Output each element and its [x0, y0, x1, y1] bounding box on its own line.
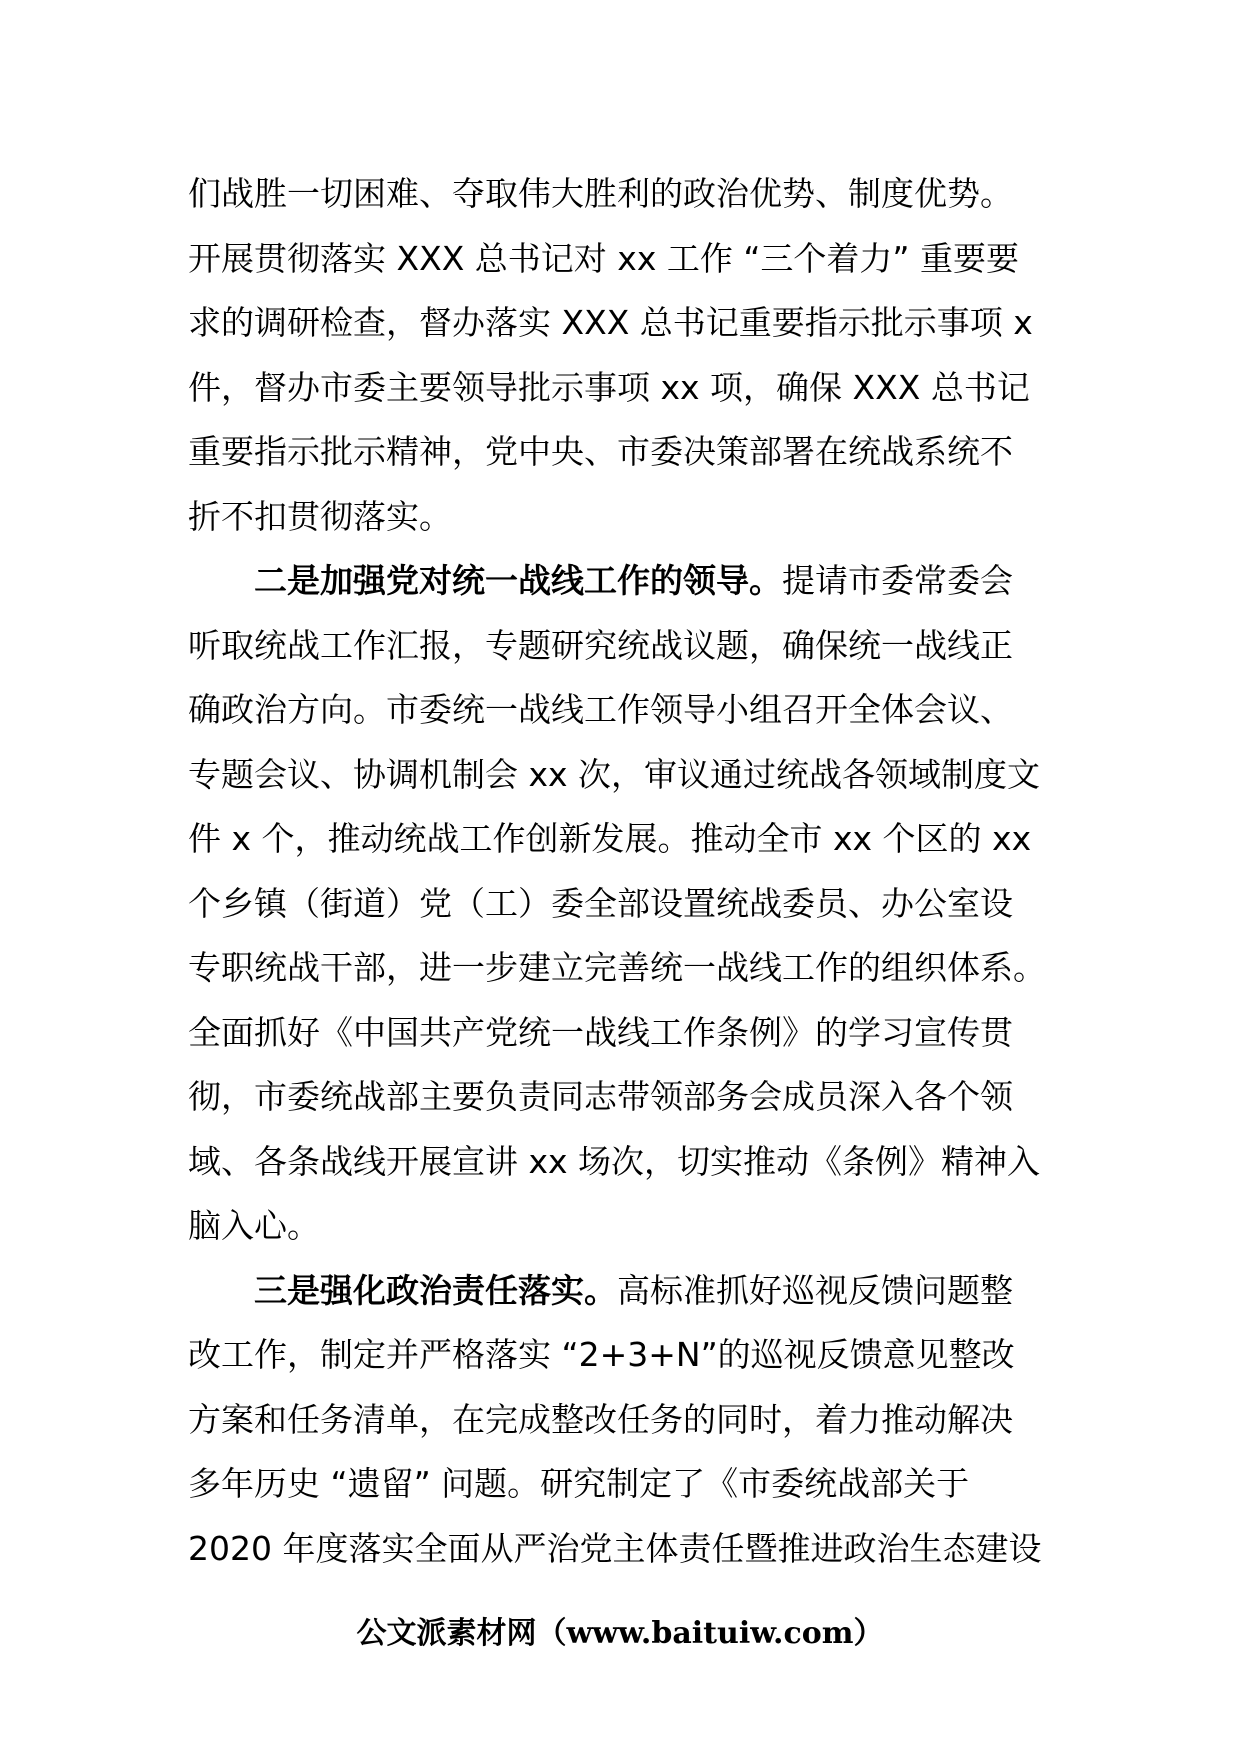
paragraph-1	[188, 162, 1068, 549]
paragraph-3	[188, 1259, 1068, 1582]
paragraph-3-lead: 三是强化政治责任落实。	[254, 1270, 617, 1310]
paragraph-2-lead: 二是加强党对统一战线工作的领导。	[254, 561, 782, 600]
footer-watermark-text: 公文派素材网（www.baituiw.com）	[356, 1616, 884, 1651]
paragraph-1-text: 们战胜一切困难、夺取伟大胜利的政治优势、制度优势。 开展贯彻落实 XXX 总书记对 xx 工作 “三个着力” 重要要 求的调研检查，督办落实 XXX 总书记重要指示批示事项 x 件，督办市委主要领导批示事项 xx 项，确保 XXX 总书记 重要指示批示精神，党中央、市委决策部署在统战系统不 折不扣贯彻落实。	[188, 174, 1033, 536]
paragraph-3-text: 高标准抓好巡视反馈问题整 改工作，制定并严格落实 “2+3+N”的巡视反馈意见整改 方案和任务清单，在完成整改任务的同时，着力推动解决 多年历史 “遗留” 问题。研究制定了《市委统战部关于 2020 年度落实全面从严治党主体责任暨推进政治生态建设	[188, 1270, 1042, 1568]
paragraph-2	[188, 549, 1068, 1259]
document-body	[188, 162, 1068, 1581]
paragraph-2-text: 提请市委常委会 听取统战工作汇报，专题研究统战议题，确保统一战线正 确政治方向。市委统一战线工作领导小组召开全体会议、 专题会议、协调机制会 xx 次，审议通过统战各领域制度文 件 x 个，推动统战工作创新发展。推动全市 xx 个区的 xx 个乡镇（街道）党（工）委全部设置统战委员、办公室设 专职统战干部，进一步建立完善统一战线工作的组织体系。 全面抓好《中国共产党统一战线工作条例》的学习宣传贯 彻，市委统战部主要负责同志带领部务会成员深入各个领 域、各条战线开展宣讲 xx 场次，切实推动《条例》精神入 脑入心。	[188, 561, 1046, 1245]
